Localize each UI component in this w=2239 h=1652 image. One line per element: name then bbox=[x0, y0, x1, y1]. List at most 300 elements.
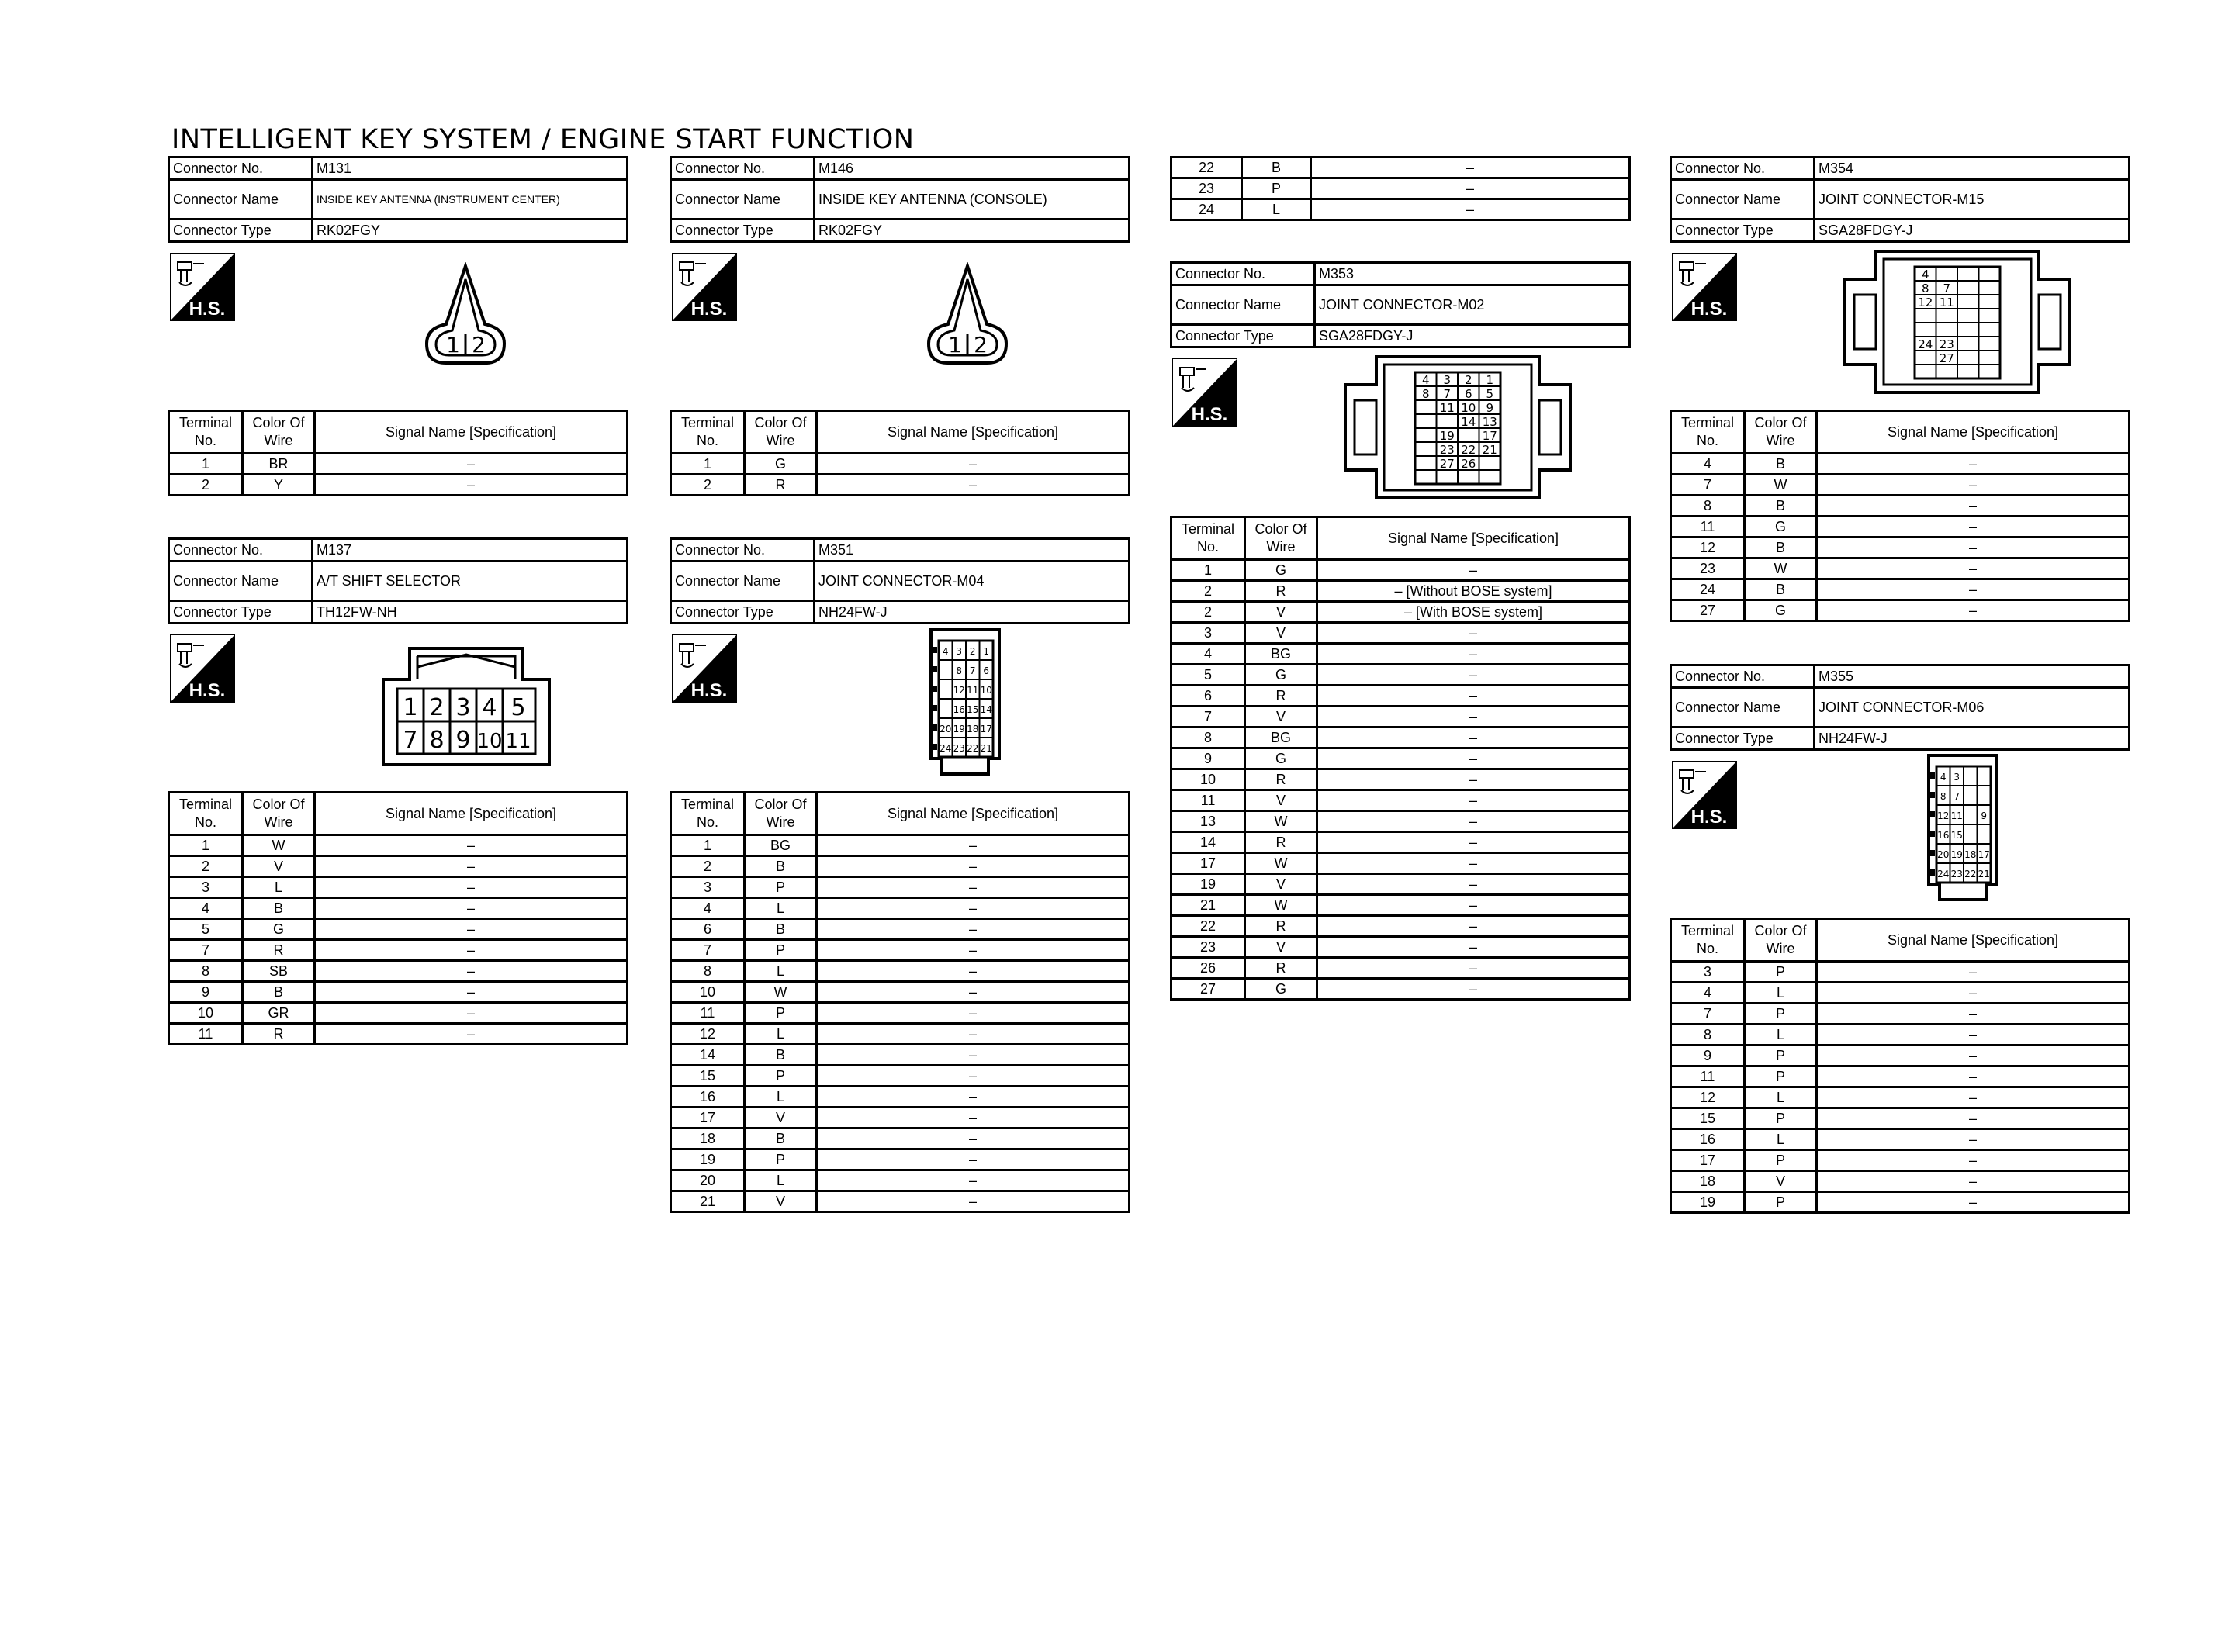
wire-color-cell: P bbox=[1745, 1150, 1817, 1171]
table-row bbox=[1171, 811, 1630, 832]
terminal-no-cell: 7 bbox=[1671, 1004, 1745, 1025]
table-row bbox=[1171, 623, 1630, 644]
connector-type-label: Connector Type bbox=[671, 601, 815, 624]
wire-color-cell: V bbox=[1245, 707, 1317, 728]
terminal-no-cell: 11 bbox=[1671, 517, 1745, 537]
connector-name-label: Connector Name bbox=[169, 562, 313, 601]
terminal-no-header: Terminal No. bbox=[671, 411, 745, 454]
connector-type-value: TH12FW-NH bbox=[313, 601, 628, 624]
connector-name-label: Connector Name bbox=[1171, 285, 1315, 325]
connector-no-label: Connector No. bbox=[671, 157, 815, 180]
table-row bbox=[1171, 916, 1630, 937]
terminal-no-cell: 3 bbox=[1171, 623, 1245, 644]
table-row bbox=[1671, 1171, 2130, 1192]
wire-color-cell: G bbox=[745, 454, 817, 475]
pin-label: 8 bbox=[956, 665, 963, 676]
wire-color-cell: V bbox=[243, 856, 315, 877]
table-row bbox=[1671, 1108, 2130, 1129]
signal-name-cell: – bbox=[1317, 853, 1630, 874]
signal-name-cell: – bbox=[1311, 199, 1630, 220]
signal-name-cell: – bbox=[1311, 157, 1630, 178]
wire-color-cell: B bbox=[745, 856, 817, 877]
signal-name-cell: – bbox=[1317, 874, 1630, 895]
signal-name-cell: – bbox=[817, 1045, 1130, 1066]
wire-color-cell: R bbox=[1245, 769, 1317, 790]
wire-color-cell: W bbox=[1245, 811, 1317, 832]
pin-label: 4 bbox=[1921, 268, 1929, 282]
hs-badge-text: H.S. bbox=[690, 680, 728, 701]
terminal-no-cell: 22 bbox=[1171, 916, 1245, 937]
signal-name-cell: – bbox=[1317, 644, 1630, 665]
pin-label: 19 bbox=[1439, 429, 1455, 443]
terminal-table-m137 bbox=[168, 791, 628, 1045]
latch-tab bbox=[933, 686, 937, 692]
wire-color-cell: L bbox=[745, 898, 817, 919]
connector-type-value: SGA28FDGY-J bbox=[1315, 325, 1630, 347]
signal-name-header: Signal Name [Specification] bbox=[817, 411, 1130, 454]
wire-color-cell: BR bbox=[243, 454, 315, 475]
wire-color-cell: V bbox=[1245, 602, 1317, 623]
terminal-no-cell: 12 bbox=[1671, 1087, 1745, 1108]
wire-color-cell: V bbox=[1245, 623, 1317, 644]
terminal-no-cell: 21 bbox=[1171, 895, 1245, 916]
signal-name-cell: – bbox=[1817, 962, 2130, 983]
signal-name-cell: – bbox=[1317, 748, 1630, 769]
table-row bbox=[1171, 178, 1630, 199]
terminal-no-cell: 8 bbox=[1671, 1025, 1745, 1045]
wire-color-cell: G bbox=[1245, 560, 1317, 581]
terminal-no-cell: 14 bbox=[671, 1045, 745, 1066]
signal-name-cell: – bbox=[1817, 1066, 2130, 1087]
table-row bbox=[1171, 979, 1630, 1000]
wire-color-cell: V bbox=[1245, 790, 1317, 811]
table-row bbox=[671, 1191, 1130, 1212]
pin-label: 2 bbox=[974, 332, 988, 358]
terminal-no-cell: 19 bbox=[1171, 874, 1245, 895]
pin-label: 4 bbox=[1421, 373, 1430, 387]
connector-type-value: RK02FGY bbox=[815, 219, 1130, 242]
pin-label: 24 bbox=[1918, 337, 1933, 351]
signal-name-cell: – bbox=[1317, 665, 1630, 686]
wire-color-cell: B bbox=[1242, 157, 1311, 178]
terminal-table-m351-continued bbox=[1170, 156, 1631, 221]
wire-color-cell: B bbox=[243, 982, 315, 1003]
pin-label: 11 bbox=[1439, 401, 1455, 415]
pin-label: 22 bbox=[1964, 869, 1977, 880]
pin-label: 7 bbox=[1443, 387, 1452, 401]
terminal-no-cell: 4 bbox=[1171, 644, 1245, 665]
table-row bbox=[1171, 560, 1630, 581]
pin-label: 7 bbox=[1954, 791, 1960, 802]
pin-label: 27 bbox=[1439, 457, 1455, 471]
connector-face-diagram-m351 bbox=[922, 627, 1009, 779]
pin-label: 21 bbox=[980, 743, 992, 754]
terminal-no-cell: 7 bbox=[671, 940, 745, 961]
table-row bbox=[169, 454, 628, 475]
signal-name-cell: – bbox=[1817, 1192, 2130, 1213]
connector-name-label: Connector Name bbox=[671, 180, 815, 219]
connector-no-label: Connector No. bbox=[169, 157, 313, 180]
wire-color-cell: G bbox=[1245, 665, 1317, 686]
pin-label: 3 bbox=[1443, 373, 1452, 387]
signal-name-cell: – bbox=[817, 1108, 1130, 1128]
signal-name-cell: – bbox=[817, 1128, 1130, 1149]
signal-name-cell: – bbox=[1817, 1025, 2130, 1045]
signal-name-cell: – bbox=[817, 1191, 1130, 1212]
signal-name-cell: – bbox=[1317, 958, 1630, 979]
pin-label: 6 bbox=[1464, 387, 1472, 401]
pin-label: 17 bbox=[1978, 849, 1990, 860]
table-row bbox=[1671, 1150, 2130, 1171]
table-row bbox=[169, 940, 628, 961]
wire-color-cell: B bbox=[1745, 454, 1817, 475]
wire-color-cell: B bbox=[745, 1128, 817, 1149]
hs-badge-text: H.S. bbox=[690, 299, 728, 320]
table-row bbox=[671, 454, 1130, 475]
pin-label: 18 bbox=[1964, 849, 1977, 860]
table-row bbox=[671, 919, 1130, 940]
terminal-no-cell: 23 bbox=[1171, 178, 1242, 199]
terminal-no-cell: 27 bbox=[1171, 979, 1245, 1000]
wire-color-cell: V bbox=[1245, 874, 1317, 895]
table-row bbox=[1171, 874, 1630, 895]
signal-name-cell: – bbox=[315, 1024, 628, 1045]
terminal-no-cell: 7 bbox=[1171, 707, 1245, 728]
wire-color-cell: SB bbox=[243, 961, 315, 982]
pin-label: 8 bbox=[429, 727, 445, 754]
connector-name-value: JOINT CONNECTOR-M02 bbox=[1315, 285, 1630, 325]
latch-tab bbox=[1930, 831, 1935, 837]
table-row bbox=[1671, 1045, 2130, 1066]
terminal-no-cell: 9 bbox=[1671, 1045, 1745, 1066]
terminal-no-cell: 1 bbox=[671, 835, 745, 856]
table-row bbox=[169, 919, 628, 940]
terminal-no-cell: 6 bbox=[671, 919, 745, 940]
terminal-table-m131 bbox=[168, 410, 628, 496]
connector-no-value: M351 bbox=[815, 539, 1130, 562]
table-row bbox=[169, 961, 628, 982]
wire-color-cell: B bbox=[1745, 496, 1817, 517]
color-of-wire-header: Color Of Wire bbox=[1745, 919, 1817, 962]
table-row bbox=[671, 982, 1130, 1003]
table-row bbox=[671, 898, 1130, 919]
signal-name-cell: – bbox=[817, 940, 1130, 961]
signal-name-cell: – bbox=[315, 898, 628, 919]
connector-no-label: Connector No. bbox=[1671, 157, 1815, 180]
pin-label: 2 bbox=[969, 646, 976, 657]
table-row bbox=[1671, 1025, 2130, 1045]
terminal-table-m351 bbox=[670, 791, 1130, 1213]
wire-color-cell: Y bbox=[243, 475, 315, 496]
terminal-no-header: Terminal No. bbox=[1671, 919, 1745, 962]
pin-label: 3 bbox=[956, 646, 963, 657]
pin-label: 19 bbox=[1950, 849, 1963, 860]
signal-name-cell: – bbox=[817, 1024, 1130, 1045]
terminal-table-m353 bbox=[1170, 516, 1631, 1001]
pin-label: 23 bbox=[1950, 869, 1963, 880]
harness-side-icon bbox=[1672, 761, 1737, 829]
wire-color-cell: L bbox=[1242, 199, 1311, 220]
terminal-no-cell: 17 bbox=[671, 1108, 745, 1128]
signal-name-cell: – bbox=[1817, 1150, 2130, 1171]
table-row bbox=[169, 1024, 628, 1045]
signal-name-cell: – bbox=[817, 919, 1130, 940]
harness-side-icon bbox=[672, 253, 737, 321]
wire-color-cell: R bbox=[1245, 686, 1317, 707]
pin-label: 27 bbox=[1939, 351, 1954, 365]
terminal-no-cell: 18 bbox=[1671, 1171, 1745, 1192]
terminal-no-cell: 21 bbox=[671, 1191, 745, 1212]
pin-label: 18 bbox=[967, 724, 979, 734]
pin-label: 10 bbox=[476, 730, 503, 753]
wire-color-cell: R bbox=[1245, 832, 1317, 853]
terminal-no-cell: 2 bbox=[169, 475, 243, 496]
connector-no-label: Connector No. bbox=[1671, 665, 1815, 688]
terminal-no-cell: 10 bbox=[671, 982, 745, 1003]
table-row bbox=[1171, 581, 1630, 602]
terminal-no-header: Terminal No. bbox=[169, 411, 243, 454]
terminal-no-cell: 19 bbox=[1671, 1192, 1745, 1213]
table-row bbox=[1171, 707, 1630, 728]
signal-name-cell: – bbox=[1817, 475, 2130, 496]
table-row bbox=[1171, 832, 1630, 853]
signal-name-cell: – bbox=[315, 982, 628, 1003]
wire-color-cell: W bbox=[1245, 895, 1317, 916]
signal-name-cell: – bbox=[1817, 1087, 2130, 1108]
terminal-no-cell: 1 bbox=[169, 454, 243, 475]
pin-label: 4 bbox=[942, 646, 949, 657]
table-row bbox=[671, 1087, 1130, 1108]
terminal-no-cell: 15 bbox=[1671, 1108, 1745, 1129]
pin-label: 12 bbox=[1937, 810, 1950, 821]
latch-tab bbox=[1930, 850, 1935, 856]
connector-name-label: Connector Name bbox=[1671, 688, 1815, 728]
connector-face-diagram-m131 bbox=[423, 262, 508, 371]
pin-label: 19 bbox=[953, 724, 965, 734]
wire-color-cell: P bbox=[745, 1066, 817, 1087]
pin-label: 20 bbox=[1937, 849, 1950, 860]
connector-face-diagram-m353 bbox=[1341, 354, 1575, 501]
signal-name-cell: – bbox=[1317, 832, 1630, 853]
table-row bbox=[1671, 517, 2130, 537]
signal-name-cell: – bbox=[817, 1087, 1130, 1108]
pin-label: 3 bbox=[455, 694, 471, 721]
terminal-no-cell: 5 bbox=[169, 919, 243, 940]
pin-label: 12 bbox=[1918, 295, 1933, 309]
terminal-table-m146 bbox=[670, 410, 1130, 496]
table-row bbox=[1671, 1129, 2130, 1150]
latch-tab bbox=[1930, 792, 1935, 798]
terminal-no-cell: 17 bbox=[1171, 853, 1245, 874]
wire-color-cell: P bbox=[1242, 178, 1311, 199]
connector-face-diagram-m137 bbox=[380, 645, 552, 769]
connector-no-value: M355 bbox=[1815, 665, 2130, 688]
table-row bbox=[1671, 962, 2130, 983]
latch-tab bbox=[933, 647, 937, 653]
wire-color-cell: R bbox=[243, 940, 315, 961]
latch-tab bbox=[1930, 772, 1935, 779]
terminal-no-cell: 17 bbox=[1671, 1150, 1745, 1171]
table-row bbox=[1671, 537, 2130, 558]
terminal-no-cell: 9 bbox=[1171, 748, 1245, 769]
terminal-no-cell: 27 bbox=[1671, 600, 1745, 621]
pin-label: 22 bbox=[1461, 443, 1476, 457]
wire-color-cell: W bbox=[1245, 853, 1317, 874]
signal-name-cell: – bbox=[1817, 1004, 2130, 1025]
connector-face-diagram-m354 bbox=[1840, 248, 2075, 396]
terminal-no-header: Terminal No. bbox=[671, 793, 745, 835]
pin-label: 1 bbox=[446, 332, 460, 358]
table-row bbox=[169, 1003, 628, 1024]
table-row bbox=[1171, 644, 1630, 665]
terminal-no-cell: 13 bbox=[1171, 811, 1245, 832]
signal-name-header: Signal Name [Specification] bbox=[1317, 517, 1630, 560]
connector-info-m146 bbox=[670, 156, 1130, 243]
wire-color-cell: R bbox=[1245, 581, 1317, 602]
table-row bbox=[1171, 748, 1630, 769]
terminal-no-cell: 12 bbox=[1671, 537, 1745, 558]
pin-label: 2 bbox=[1464, 373, 1472, 387]
connector-no-label: Connector No. bbox=[1171, 263, 1315, 285]
terminal-no-cell: 11 bbox=[1171, 790, 1245, 811]
table-row bbox=[1171, 157, 1630, 178]
wire-color-cell: B bbox=[745, 919, 817, 940]
table-row bbox=[1671, 496, 2130, 517]
connector-type-label: Connector Type bbox=[1671, 728, 1815, 750]
signal-name-cell: – bbox=[817, 475, 1130, 496]
terminal-no-cell: 4 bbox=[671, 898, 745, 919]
wire-color-cell: G bbox=[1745, 517, 1817, 537]
pin-label: 20 bbox=[940, 724, 952, 734]
signal-name-cell: – bbox=[1817, 1108, 2130, 1129]
signal-name-cell: – bbox=[817, 1170, 1130, 1191]
connector-name-value: A/T SHIFT SELECTOR bbox=[313, 562, 628, 601]
table-row bbox=[1671, 600, 2130, 621]
pin-label: 7 bbox=[403, 727, 418, 754]
signal-name-header: Signal Name [Specification] bbox=[1817, 919, 2130, 962]
signal-name-cell: – bbox=[1317, 686, 1630, 707]
terminal-table-m355 bbox=[1670, 918, 2130, 1214]
latch-tab bbox=[933, 744, 937, 750]
pin-label: 24 bbox=[940, 743, 952, 754]
pin-label: 11 bbox=[1939, 295, 1954, 309]
harness-side-icon bbox=[1172, 358, 1237, 427]
terminal-no-cell: 23 bbox=[1171, 937, 1245, 958]
signal-name-cell: – bbox=[1317, 895, 1630, 916]
terminal-no-cell: 3 bbox=[1671, 962, 1745, 983]
wire-color-cell: L bbox=[1745, 983, 1817, 1004]
wire-color-cell: P bbox=[1745, 1045, 1817, 1066]
connector-face-diagram-m146 bbox=[925, 262, 1010, 371]
latch-tab bbox=[933, 666, 937, 672]
pin-label: 16 bbox=[1937, 830, 1950, 841]
table-row bbox=[1171, 895, 1630, 916]
signal-name-cell: – bbox=[315, 475, 628, 496]
pin-label: 11 bbox=[967, 685, 979, 696]
pin-label: 3 bbox=[1954, 772, 1960, 783]
signal-name-cell: – bbox=[1317, 979, 1630, 1000]
signal-name-cell: – bbox=[817, 877, 1130, 898]
color-of-wire-header: Color Of Wire bbox=[745, 411, 817, 454]
terminal-table-m354 bbox=[1670, 410, 2130, 622]
connector-no-value: M146 bbox=[815, 157, 1130, 180]
table-row bbox=[1171, 790, 1630, 811]
signal-name-cell: – bbox=[315, 454, 628, 475]
connector-type-value: SGA28FDGY-J bbox=[1815, 219, 2130, 242]
signal-name-cell: – bbox=[315, 940, 628, 961]
connector-type-label: Connector Type bbox=[671, 219, 815, 242]
signal-name-cell: – bbox=[1817, 537, 2130, 558]
pin-label: 14 bbox=[980, 704, 992, 715]
signal-name-cell: – bbox=[1317, 707, 1630, 728]
wire-color-cell: BG bbox=[1245, 644, 1317, 665]
wire-color-cell: B bbox=[745, 1045, 817, 1066]
pin-label: 6 bbox=[983, 665, 990, 676]
terminal-no-cell: 19 bbox=[671, 1149, 745, 1170]
table-row bbox=[1171, 686, 1630, 707]
pin-label: 1 bbox=[983, 646, 990, 657]
table-row bbox=[169, 856, 628, 877]
terminal-no-cell: 1 bbox=[1171, 560, 1245, 581]
terminal-no-cell: 22 bbox=[1171, 157, 1242, 178]
table-row bbox=[1171, 602, 1630, 623]
connector-type-label: Connector Type bbox=[1171, 325, 1315, 347]
signal-name-header: Signal Name [Specification] bbox=[315, 411, 628, 454]
pin-label: 9 bbox=[1981, 810, 1988, 821]
wire-color-cell: W bbox=[745, 982, 817, 1003]
harness-side-icon bbox=[170, 634, 235, 703]
terminal-no-cell: 4 bbox=[169, 898, 243, 919]
wire-color-cell: W bbox=[1745, 558, 1817, 579]
signal-name-cell: – bbox=[817, 1066, 1130, 1087]
wire-color-cell: GR bbox=[243, 1003, 315, 1024]
latch-tab bbox=[1930, 811, 1935, 817]
terminal-no-cell: 4 bbox=[1671, 454, 1745, 475]
wire-color-cell: L bbox=[745, 1024, 817, 1045]
table-row bbox=[1671, 475, 2130, 496]
terminal-no-header: Terminal No. bbox=[1671, 411, 1745, 454]
connector-type-value: RK02FGY bbox=[313, 219, 628, 242]
pin-label: 21 bbox=[1978, 869, 1990, 880]
table-row bbox=[1671, 558, 2130, 579]
signal-name-cell: – bbox=[1317, 560, 1630, 581]
connector-name-label: Connector Name bbox=[1671, 180, 1815, 219]
wire-color-cell: P bbox=[1745, 1108, 1817, 1129]
wire-color-cell: L bbox=[745, 1170, 817, 1191]
pin-label: 8 bbox=[1940, 791, 1947, 802]
connector-type-label: Connector Type bbox=[169, 601, 313, 624]
connector-info-m353 bbox=[1170, 261, 1631, 348]
wire-color-cell: R bbox=[243, 1024, 315, 1045]
terminal-no-cell: 10 bbox=[169, 1003, 243, 1024]
wire-color-cell: P bbox=[745, 877, 817, 898]
pin-label: 7 bbox=[1943, 282, 1951, 295]
terminal-no-cell: 1 bbox=[169, 835, 243, 856]
terminal-no-cell: 16 bbox=[671, 1087, 745, 1108]
pin-label: 14 bbox=[1461, 415, 1476, 429]
terminal-no-cell: 24 bbox=[1671, 579, 1745, 600]
table-row bbox=[671, 961, 1130, 982]
table-row bbox=[671, 940, 1130, 961]
signal-name-cell: – bbox=[817, 856, 1130, 877]
wire-color-cell: G bbox=[1745, 600, 1817, 621]
terminal-no-cell: 11 bbox=[1671, 1066, 1745, 1087]
pin-label: 16 bbox=[953, 704, 965, 715]
wire-color-cell: B bbox=[1745, 579, 1817, 600]
wire-color-cell: P bbox=[1745, 1004, 1817, 1025]
table-row bbox=[671, 1024, 1130, 1045]
pin-label: 1 bbox=[948, 332, 962, 358]
